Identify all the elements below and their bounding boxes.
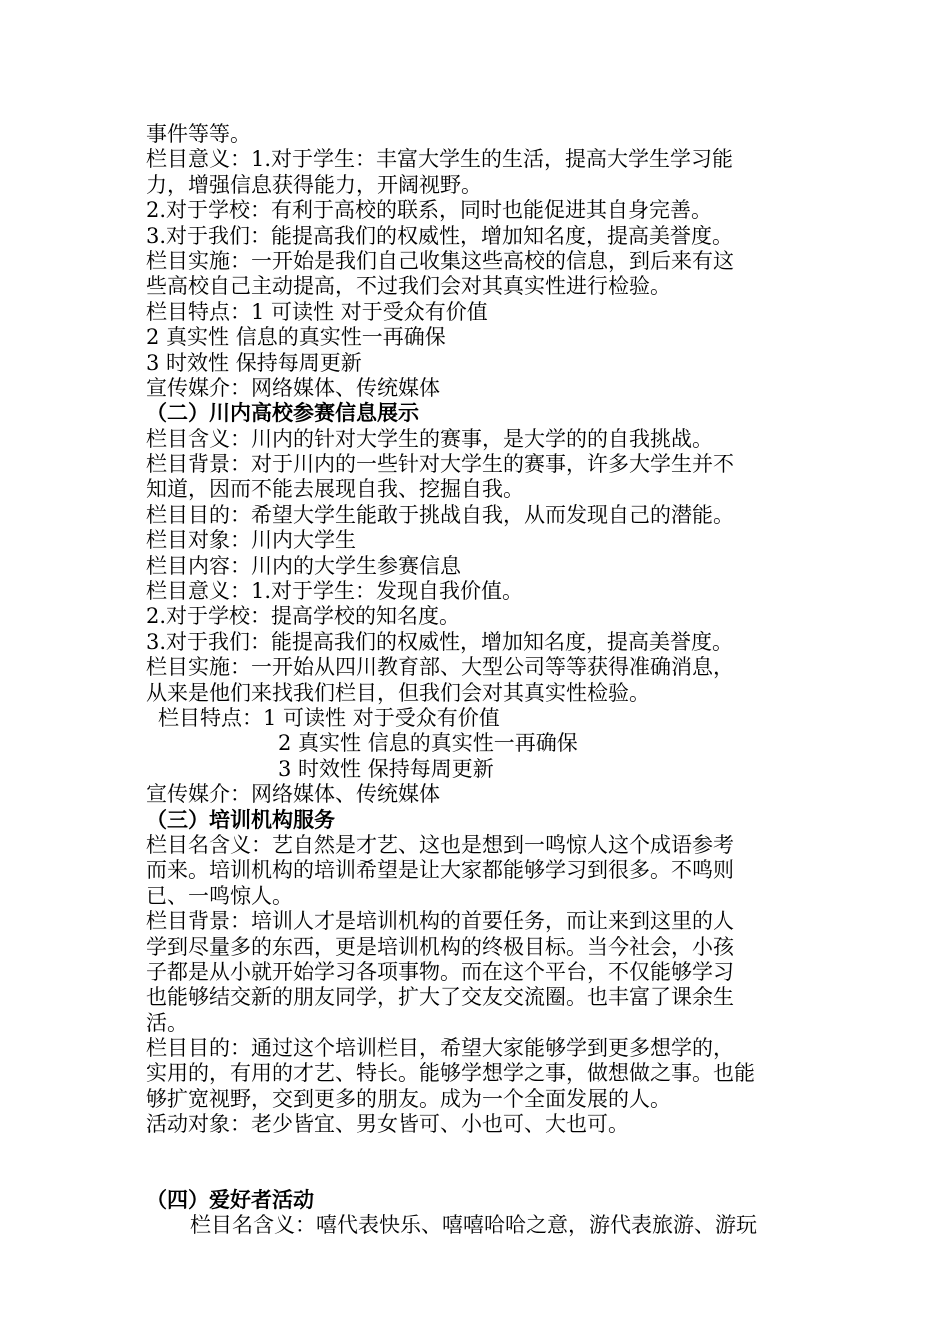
text-line: 栏目目的：通过这个培训栏目，希望大家能够学到更多想学的，	[146, 1036, 734, 1061]
text-line: 栏目特点：1 可读性 对于受众有价值	[146, 299, 488, 324]
text-line: 栏目意义：1.对于学生：发现自我价值。	[146, 579, 524, 604]
text-line: 2.对于学校：提高学校的知名度。	[146, 604, 461, 629]
text-line: 栏目特点：1 可读性 对于受众有价值	[158, 705, 500, 730]
text-line: 栏目实施：一开始是我们自己收集这些高校的信息，到后来有这	[146, 248, 734, 273]
text-line: 活动对象：老少皆宜、男女皆可、小也可、大也可。	[146, 1112, 629, 1137]
text-line: 活。	[146, 1010, 188, 1035]
text-line: 知道，因而不能去展现自我、挖掘自我。	[146, 477, 524, 502]
text-line: 栏目内容：川内的大学生参赛信息	[146, 553, 461, 578]
text-line: 栏目背景：培训人才是培训机构的首要任务，而让来到这里的人	[146, 909, 734, 934]
section-heading: （三）培训机构服务	[146, 807, 335, 832]
text-line: 2.对于学校：有利于高校的联系，同时也能促进其自身完善。	[146, 198, 713, 223]
text-line: 栏目含义：川内的针对大学生的赛事，是大学的的自我挑战。	[146, 426, 713, 451]
text-line: 栏目目的：希望大学生能敢于挑战自我，从而发现自己的潜能。	[146, 502, 734, 527]
text-line: 栏目背景：对于川内的一些针对大学生的赛事，许多大学生并不	[146, 452, 734, 477]
text-line: 够扩宽视野，交到更多的朋友。成为一个全面发展的人。	[146, 1086, 671, 1111]
text-line: 栏目名含义：艺自然是才艺、这也是想到一鸣惊人这个成语参考	[146, 832, 734, 857]
text-line: 3 时效性 保持每周更新	[146, 350, 362, 375]
text-line: 实用的，有用的才艺、特长。能够学想学之事，做想做之事。也能	[146, 1061, 755, 1086]
text-line: 些高校自己主动提高，不过我们会对其真实性进行检验。	[146, 274, 671, 299]
text-line: 事件等等。	[146, 122, 251, 146]
text-line: 3 时效性 保持每周更新	[278, 756, 494, 781]
text-line: 力，增强信息获得能力，开阔视野。	[146, 172, 482, 197]
document-page	[146, 122, 826, 1238]
text-line: 而来。培训机构的培训希望是让大家都能够学习到很多。不鸣则	[146, 858, 734, 883]
text-line: 2 真实性 信息的真实性一再确保	[146, 325, 446, 350]
text-line: 栏目意义：1.对于学生：丰富大学生的生活，提高大学生学习能	[146, 147, 734, 172]
text-line: 从来是他们来找我们栏目，但我们会对其真实性检验。	[146, 680, 650, 705]
paragraph-gap	[146, 1138, 826, 1188]
section-heading: （二）川内高校参赛信息展示	[146, 401, 419, 426]
text-line: 3.对于我们：能提高我们的权威性，增加知名度，提高美誉度。	[146, 223, 734, 248]
text-line: 也能够结交新的朋友同学，扩大了交友交流圈。也丰富了课余生	[146, 985, 734, 1010]
text-line: 栏目名含义：嘻代表快乐、嘻嘻哈哈之意，游代表旅游、游玩	[190, 1213, 757, 1238]
text-line: 3.对于我们：能提高我们的权威性，增加知名度，提高美誉度。	[146, 629, 734, 654]
text-line: 子都是从小就开始学习各项事物。而在这个平台，不仅能够学习	[146, 959, 734, 984]
text-line: 宣传媒介：网络媒体、传统媒体	[146, 375, 440, 400]
text-line: 宣传媒介：网络媒体、传统媒体	[146, 782, 440, 807]
text-line: 栏目实施：一开始从四川教育部、大型公司等等获得准确消息，	[146, 655, 734, 680]
text-line: 学到尽量多的东西，更是培训机构的终极目标。当今社会，小孩	[146, 934, 734, 959]
section-heading: （四）爱好者活动	[146, 1187, 314, 1212]
text-line: 已、一鸣惊人。	[146, 883, 293, 908]
text-line: 2 真实性 信息的真实性一再确保	[278, 731, 578, 756]
text-line: 栏目对象：川内大学生	[146, 528, 356, 553]
